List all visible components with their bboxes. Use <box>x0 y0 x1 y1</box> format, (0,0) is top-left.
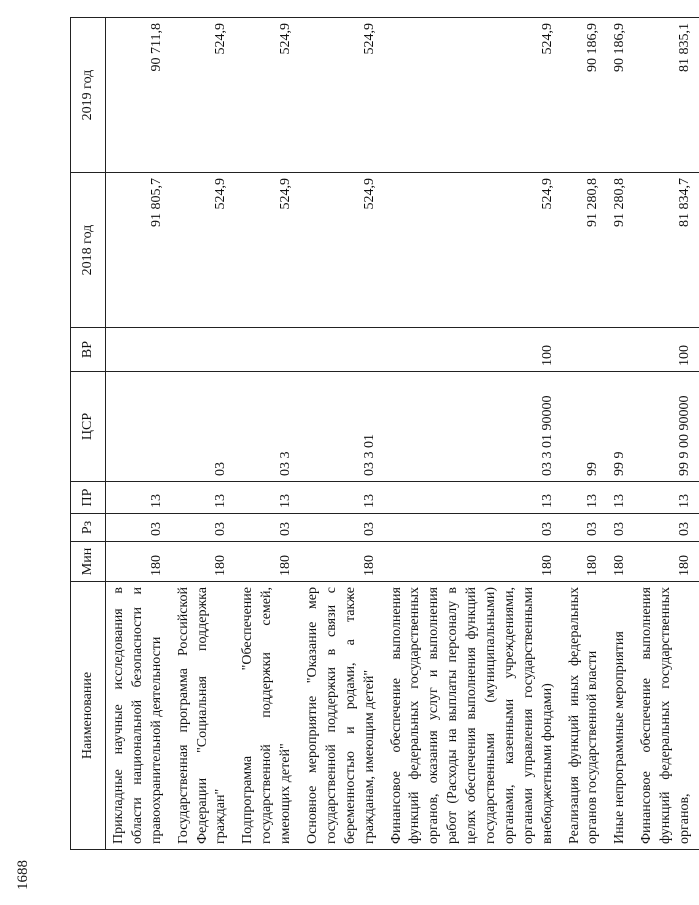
row-rz: 03 <box>300 514 384 542</box>
row-min: 180 <box>607 542 634 582</box>
row-vr <box>300 328 384 372</box>
row-2019: 524,9 <box>384 18 562 173</box>
row-vr <box>562 328 608 372</box>
header-min: Мин <box>71 542 106 582</box>
row-2018: 81 834,7 <box>634 173 699 328</box>
row-csr: 03 3 01 <box>300 372 384 482</box>
row-rz: 03 <box>384 514 562 542</box>
row-2018: 91 805,7 <box>106 173 171 328</box>
row-2019: 81 835,1 <box>634 18 699 173</box>
row-pr: 13 <box>562 482 608 514</box>
table-row <box>634 18 699 850</box>
row-name: Подпрограмма "Обеспечение государственной поддержки семей, имеющих детей" <box>235 582 300 850</box>
row-name: Финансовое обеспечение выполнения функций федеральных государственных органов, оказания услуг и выполнения работ (Расходы на выплаты персоналу в целях обеспечения выполнения функций государственными (муниципальными) органами, казенными учреждениями, органами управления государственными внебюджетными фондами) <box>384 582 562 850</box>
table-row <box>300 18 384 850</box>
row-csr: 99 9 00 90000 <box>634 372 699 482</box>
row-pr: 13 <box>634 482 699 514</box>
row-2019: 90 186,9 <box>562 18 608 173</box>
row-csr: 03 <box>171 372 236 482</box>
row-csr: 03 3 01 90000 <box>384 372 562 482</box>
row-min: 180 <box>235 542 300 582</box>
header-name: Наименование <box>71 582 106 850</box>
row-rz: 03 <box>634 514 699 542</box>
row-name: Основное мероприятие "Оказание мер государственной поддержки в связи с беременностью и родами, а также гражданам, имеющим детей" <box>300 582 384 850</box>
row-min: 180 <box>562 542 608 582</box>
table-row <box>607 18 634 850</box>
row-2019: 524,9 <box>235 18 300 173</box>
row-vr: 100 <box>634 328 699 372</box>
row-rz: 03 <box>171 514 236 542</box>
row-name: Прикладные научные исследования в области национальной безопасности и правоохранительной деятельности <box>106 582 171 850</box>
row-csr: 99 9 <box>607 372 634 482</box>
row-min: 180 <box>384 542 562 582</box>
row-2018: 91 280,8 <box>562 173 608 328</box>
row-name: Государственная программа Российской Федерации "Социальная поддержка граждан" <box>171 582 236 850</box>
row-vr <box>171 328 236 372</box>
table-row <box>384 18 562 850</box>
row-pr: 13 <box>106 482 171 514</box>
row-pr: 13 <box>607 482 634 514</box>
row-2018: 524,9 <box>384 173 562 328</box>
row-vr <box>106 328 171 372</box>
row-pr: 13 <box>300 482 384 514</box>
row-rz: 03 <box>106 514 171 542</box>
budget-table <box>70 17 699 850</box>
row-name: Реализация функций иных федеральных органов государственной власти <box>562 582 608 850</box>
row-vr <box>607 328 634 372</box>
row-min: 180 <box>634 542 699 582</box>
row-csr: 99 <box>562 372 608 482</box>
table-row <box>171 18 236 850</box>
row-pr: 13 <box>384 482 562 514</box>
table-row <box>235 18 300 850</box>
row-pr: 13 <box>171 482 236 514</box>
header-2019: 2019 год <box>71 18 106 173</box>
row-csr: 03 3 <box>235 372 300 482</box>
row-2018: 524,9 <box>300 173 384 328</box>
row-2019: 524,9 <box>171 18 236 173</box>
table-row <box>562 18 608 850</box>
table-header-row <box>71 18 106 850</box>
row-2019: 524,9 <box>300 18 384 173</box>
row-2019: 90 186,9 <box>607 18 634 173</box>
row-rz: 03 <box>235 514 300 542</box>
row-2018: 524,9 <box>235 173 300 328</box>
row-min: 180 <box>106 542 171 582</box>
header-csr: ЦСР <box>71 372 106 482</box>
row-2019: 90 711,8 <box>106 18 171 173</box>
row-min: 180 <box>300 542 384 582</box>
row-2018: 91 280,8 <box>607 173 634 328</box>
row-2018: 524,9 <box>171 173 236 328</box>
header-rz: Рз <box>71 514 106 542</box>
header-vr: ВР <box>71 328 106 372</box>
row-pr: 13 <box>235 482 300 514</box>
row-vr <box>235 328 300 372</box>
row-rz: 03 <box>562 514 608 542</box>
row-name: Финансовое обеспечение выполнения функций федеральных государственных органов, <box>634 582 699 850</box>
row-name: Иные непрограммные мероприятия <box>607 582 634 850</box>
row-min: 180 <box>171 542 236 582</box>
row-vr: 100 <box>384 328 562 372</box>
row-csr <box>106 372 171 482</box>
page-number: 1688 <box>15 860 31 890</box>
row-rz: 03 <box>607 514 634 542</box>
header-pr: ПР <box>71 482 106 514</box>
header-2018: 2018 год <box>71 173 106 328</box>
table-row <box>106 18 171 850</box>
